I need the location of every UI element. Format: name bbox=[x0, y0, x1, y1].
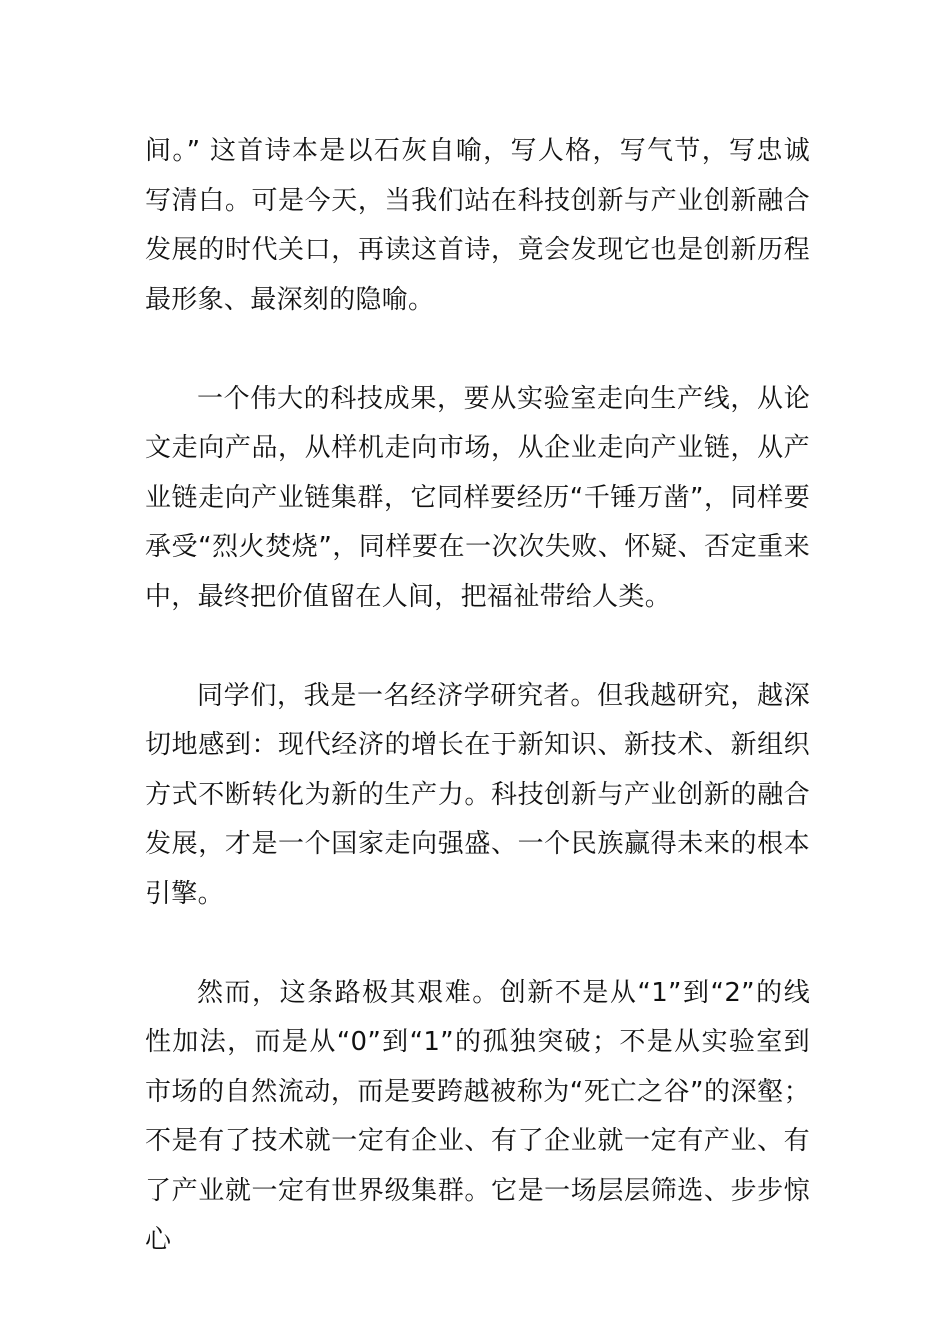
paragraph-gap bbox=[145, 622, 810, 672]
paragraph-gap bbox=[145, 325, 810, 375]
paragraph-1: 间。” 这首诗本是以石灰自喻，写人格，写气节，写忠诚写清白。可是今天，当我们站在科技创新与产业创新融合发展的时代关口，再读这首诗，竟会发现它也是创新历程最形象、最深刻的隐喻。 bbox=[145, 136, 810, 315]
paragraph-4: 然而，这条路极其艰难。创新不是从“1”到“2”的线性加法，而是从“0”到“1”的孤独突破；不是从实验室到市场的自然流动，而是要跨越被称为“死亡之谷”的深壑；不是有了技术就一定有企业、有了企业就一定有产业、有了产业就一定有世界级集群。它是一场层层筛选、步步惊心 bbox=[145, 977, 810, 1255]
paragraph-2: 一个伟大的科技成果，要从实验室走向生产线，从论文走向产品，从样机走向市场，从企业走向产业链，从产业链走向产业链集群，它同样要经历“千锤万凿”，同样要承受“烈火焚烧”，同样要在一次次失败、怀疑、否定重来中，最终把价值留在人间，把福祉带给人类。 bbox=[145, 383, 810, 612]
paragraph-3: 同学们，我是一名经济学研究者。但我越研究，越深切地感到：现代经济的增长在于新知识、新技术、新组织方式不断转化为新的生产力。科技创新与产业创新的融合发展，才是一个国家走向强盛、一个民族赢得未来的根本引擎。 bbox=[145, 680, 810, 909]
body-text bbox=[145, 127, 810, 1266]
paragraph-gap bbox=[145, 919, 810, 969]
